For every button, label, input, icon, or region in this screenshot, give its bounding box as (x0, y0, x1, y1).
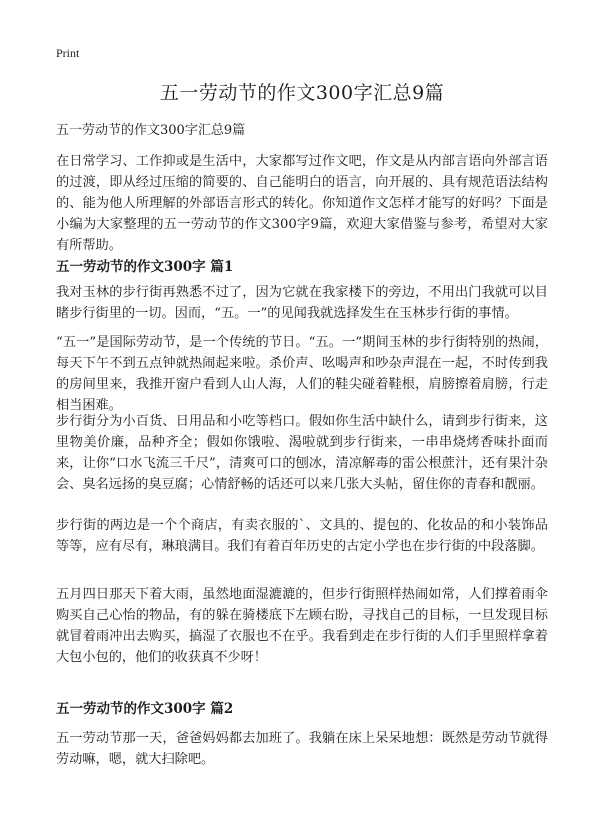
paragraph: 步行街的两边是一个个商店，有卖衣服的`、文具的、提包的、化妆品的和小装饰品等等，应有尽有，琳琅满目。我们有着百年历史的古定小学也在步行街的中段落脚。 (56, 518, 548, 554)
intro-paragraph: 在日常学习、工作抑或是生活中，大家都写过作文吧，作文是从内部言语向外部言语的过渡，即从经过压缩的简要的、自己能明白的语言，向开展的、具有规范语法结构的、能为他人所理解的外部语言形式的转化。你知道作文怎样才能写的好吗？下面是小编为大家整理的五一劳动节的作文300字9篇，欢迎大家借鉴与参考，希望对大家有所帮助。 (56, 154, 548, 253)
paragraph: 五一劳动节那一天，爸爸妈妈都去加班了。我躺在床上呆呆地想：既然是劳动节就得劳动嘛，嗯，就大扫除吧。 (56, 731, 548, 767)
subtitle: 五一劳动节的作文300字汇总9篇 (56, 123, 246, 138)
page-title: 五一劳动节的作文300字汇总9篇 (159, 82, 445, 104)
paragraph: 步行街分为小百货、日用品和小吃等档口。假如你生活中缺什么，请到步行街来，这里物美价廉，品种齐全；假如你饿啦、渴啦就到步行街来，一串串烧烤香味扑面而来，让你“口水飞流三千尺”，清爽可口的刨冰，清凉解毒的雷公根蔗汁，还有果汁杂会、臭名远扬的臭豆腐；心情舒畅的话还可以来几张大头帖，留住你的青春和靓丽。 (56, 414, 548, 492)
paragraph: “五一”是国际劳动节，是一个传统的节日。“五。一”期间玉林的步行街特别的热闹，每天下午不到五点钟就热闹起来啦。杀价声、吆喝声和吵杂声混在一起，不时传到我的房间里来，我推开窗户看到人山人海，人们的鞋尖碰着鞋根，肩膀擦着肩膀，行走相当困难。 (56, 335, 548, 413)
paragraph: 我对玉林的步行街再熟悉不过了，因为它就在我家楼下的旁边，不用出门我就可以目睹步行街里的一切。因而，“五。一”的见闻我就选择发生在玉林步行街的事情。 (56, 285, 548, 321)
section-heading-2: 五一劳动节的作文300字 篇2 (56, 701, 234, 717)
paragraph: 五月四日那天下着大雨，虽然地面湿漉漉的，但步行街照样热闹如常，人们撑着雨伞购买自己心怡的物品，有的躲在骑楼底下左顾右盼，寻找自己的目标，一旦发现目标就冒着雨冲出去购买，搞湿了衣服也不在乎。我看到走在步行街的人们手里照样拿着大包小包的，他们的收获真不少呀！ (56, 587, 548, 665)
print-link[interactable]: Print (56, 46, 80, 60)
section-heading-1: 五一劳动节的作文300字 篇1 (56, 259, 234, 275)
